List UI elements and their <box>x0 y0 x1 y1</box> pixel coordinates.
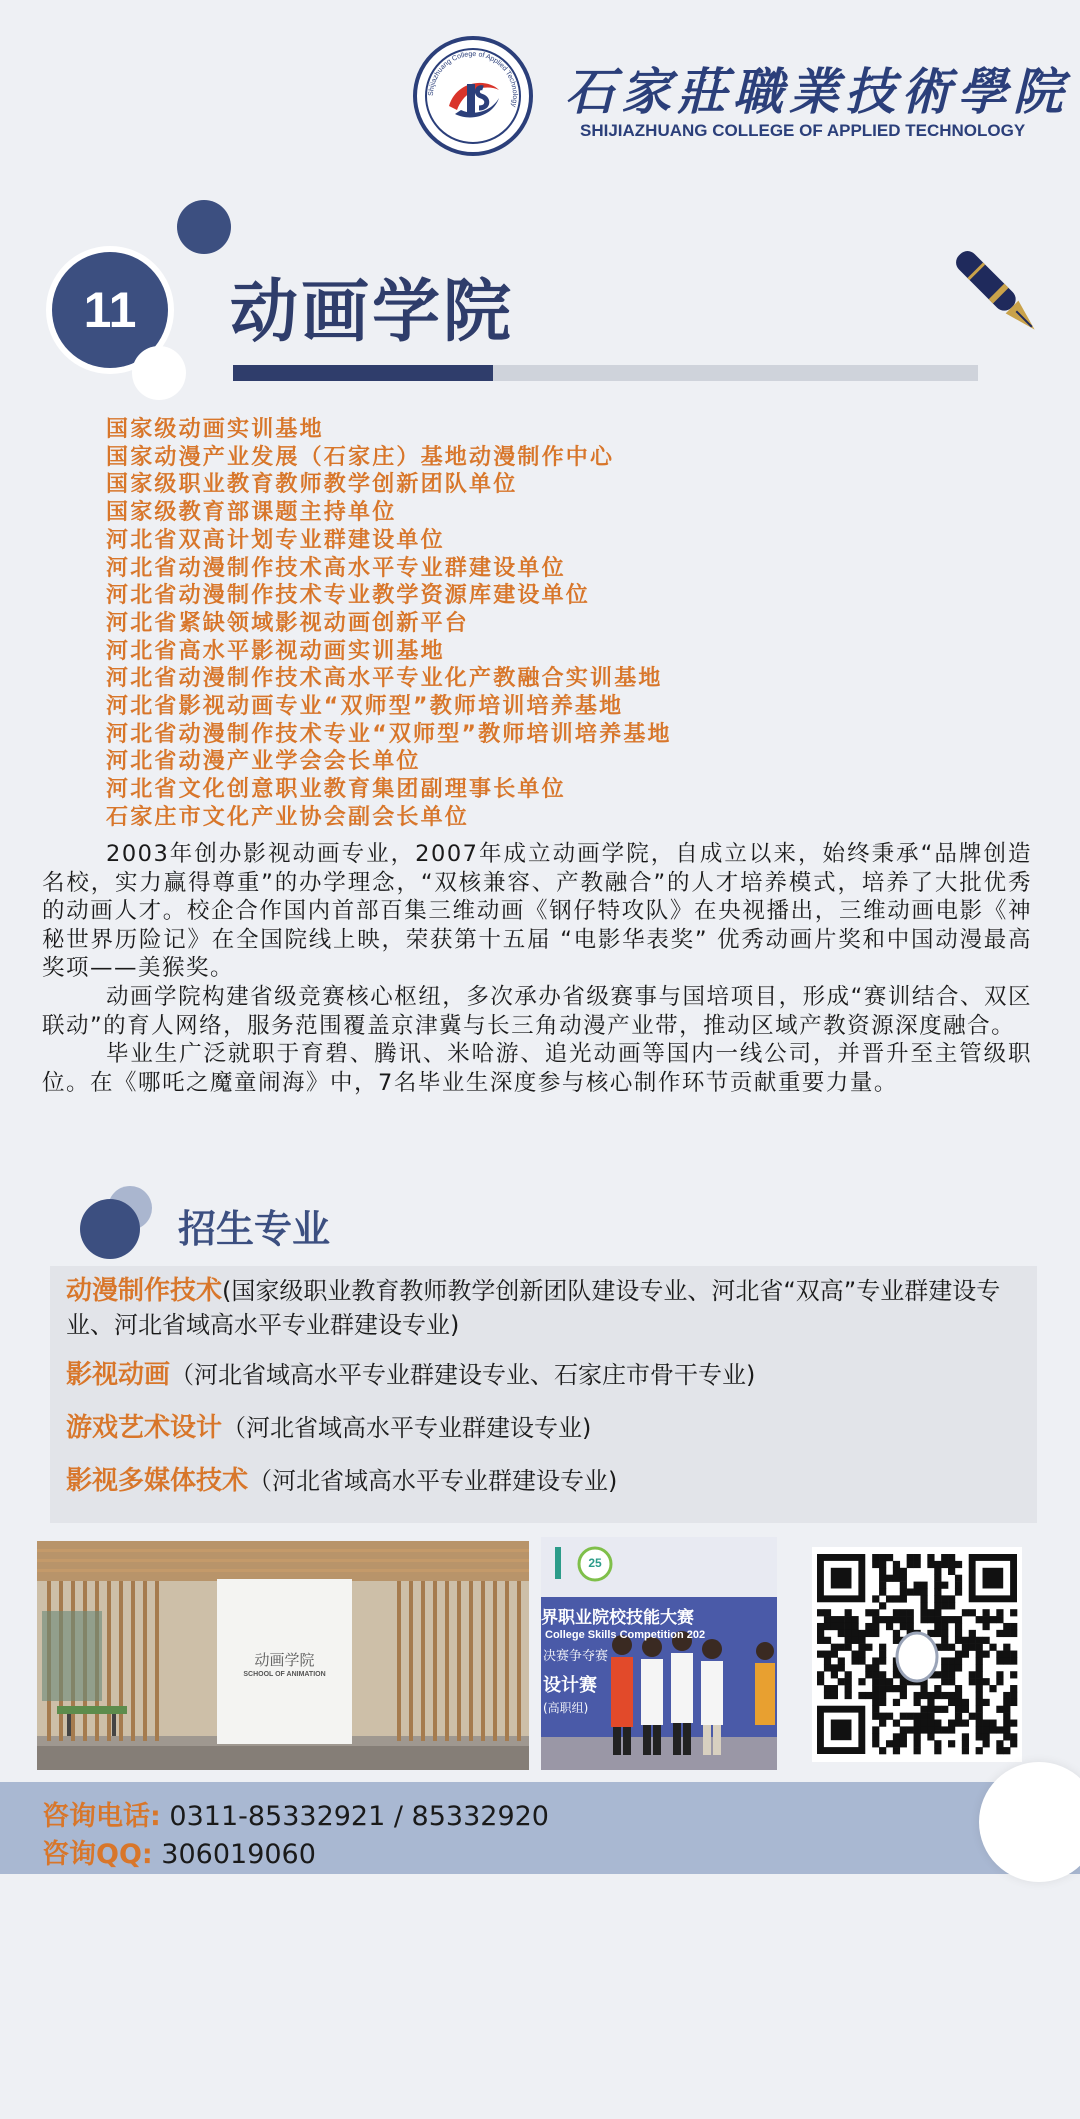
honor-item: 河北省文化创意职业教育集团副理事长单位 <box>106 777 566 803</box>
title-underline-fill <box>233 365 493 381</box>
honor-item: 河北省动漫制作技术高水平专业群建设单位 <box>106 555 566 581</box>
major-item <box>66 1411 1016 1445</box>
competition-badge: 25 <box>588 1556 602 1570</box>
honor-item: 石家庄市文化产业协会副会长单位 <box>106 804 470 830</box>
major-name: 游戏艺术设计 <box>66 1413 223 1443</box>
college-logo <box>413 36 533 156</box>
major-name: 影视动画 <box>66 1360 171 1390</box>
honor-item: 河北省动漫制作技术专业“双师型”教师培训培养基地 <box>106 721 672 747</box>
studio-sign-en: SCHOOL OF ANIMATION <box>243 1671 326 1678</box>
major-item <box>66 1464 1016 1498</box>
competition-photo <box>541 1537 777 1770</box>
section-number-badge: 11 <box>52 252 168 368</box>
phone-label: 咨询电话: <box>42 1801 161 1832</box>
honor-item: 国家级教育部课题主持单位 <box>106 500 397 526</box>
major-item <box>66 1274 1016 1342</box>
qr-code-icon <box>812 1547 1022 1762</box>
competition-title: 界职业院校技能大赛 <box>541 1608 694 1628</box>
phone-line <box>42 1794 549 1833</box>
studio-sign-cn: 动画学院 <box>254 1651 315 1669</box>
honor-item: 河北省动漫制作技术高水平专业化产教融合实训基地 <box>106 666 663 692</box>
college-name-en: SHIJIAZHUANG COLLEGE OF APPLIED TECHNOLOGY <box>580 121 1026 140</box>
decor-dot-navy <box>80 1199 140 1259</box>
fountain-pen-icon <box>945 240 1055 350</box>
qq-line <box>42 1832 316 1871</box>
major-name: 动漫制作技术 <box>66 1276 223 1306</box>
major-desc: （河北省域高水平专业群建设专业、石家庄市骨干专业) <box>170 1361 756 1389</box>
honor-item: 河北省影视动画专业“双师型”教师培训培养基地 <box>106 694 624 720</box>
college-name-cn: 石家莊職業技術學院 <box>565 62 1069 121</box>
intro-text <box>42 840 1032 1097</box>
phone-value[interactable]: 0311-85332921 / 85332920 <box>169 1801 549 1832</box>
intro-paragraph: 2003年创办影视动画专业，2007年成立动画学院，自成立以来，始终秉承“品牌创造名校，实力赢得尊重”的办学理念，“双核兼容、产教融合”的人才培养模式，培养了大批优秀的动画人才。校企合作国内首部百集三维动画《钢仔特攻队》在央视播出，三维动画电影《神秘世界历险记》在全国院线上映，荣获第十五届 “电影华表奖” 优秀动画片奖和中国动漫最高奖项——美猴奖。 <box>42 841 1032 982</box>
competition-group: (高职组) <box>543 1701 589 1715</box>
major-desc: (国家级职业教育教师教学创新团队建设专业、河北省“双高”专业群建设专业、河北省域高水平专业群建设专业) <box>66 1277 1001 1339</box>
competition-event: 设计赛 <box>543 1675 597 1696</box>
honor-item: 河北省紧缺领域影视动画创新平台 <box>106 610 470 636</box>
intro-paragraph: 毕业生广泛就职于育碧、腾讯、米哈游、追光动画等国内一线公司，并晋升至主管级职位。在《哪吒之魔童闹海》中，7名毕业生深度参与核心制作环节贡献重要力量。 <box>42 1041 1032 1096</box>
honor-item: 国家级动画实训基地 <box>106 417 324 442</box>
honor-item: 河北省动漫产业学会会长单位 <box>106 749 421 775</box>
competition-stage: 决赛争夺赛 <box>543 1649 609 1664</box>
competition-subtitle: College Skills Competition 202 <box>545 1629 706 1641</box>
qq-value[interactable]: 306019060 <box>161 1839 316 1870</box>
major-desc: （河北省域高水平专业群建设专业) <box>222 1414 592 1442</box>
honors-list <box>106 416 672 832</box>
qq-label: 咨询QQ: <box>42 1839 153 1870</box>
honor-item: 河北省双高计划专业群建设单位 <box>106 527 445 553</box>
major-name: 影视多媒体技术 <box>66 1466 249 1496</box>
decor-dot-white <box>132 346 186 400</box>
studio-photo <box>37 1541 529 1770</box>
decor-dot-top <box>177 200 231 254</box>
majors-panel <box>50 1266 1037 1523</box>
honor-item: 国家动漫产业发展（石家庄）基地动漫制作中心 <box>106 444 615 470</box>
major-item <box>66 1358 1016 1392</box>
honor-item: 河北省动漫制作技术专业教学资源库建设单位 <box>106 583 591 609</box>
logo-ring-text: Shijiazhuang College of Applied Technology <box>427 50 519 108</box>
honor-item: 河北省高水平影视动画实训基地 <box>106 638 445 664</box>
majors-heading: 招生专业 <box>178 1207 331 1251</box>
contact-bar <box>0 1782 1080 1874</box>
page-title: 动画学院 <box>230 273 515 352</box>
honor-item: 国家级职业教育教师教学创新团队单位 <box>106 472 518 498</box>
intro-paragraph: 动画学院构建省级竞赛核心枢纽，多次承办省级赛事与国培项目，形成“赛训结合、双区联动”的育人网络，服务范围覆盖京津冀与长三角动漫产业带，推动区域产教资源深度融合。 <box>42 983 1032 1039</box>
college-emblem-icon <box>417 40 529 152</box>
qq-qr-code[interactable] <box>812 1547 1022 1762</box>
major-desc: （河北省域高水平专业群建设专业) <box>248 1467 618 1495</box>
